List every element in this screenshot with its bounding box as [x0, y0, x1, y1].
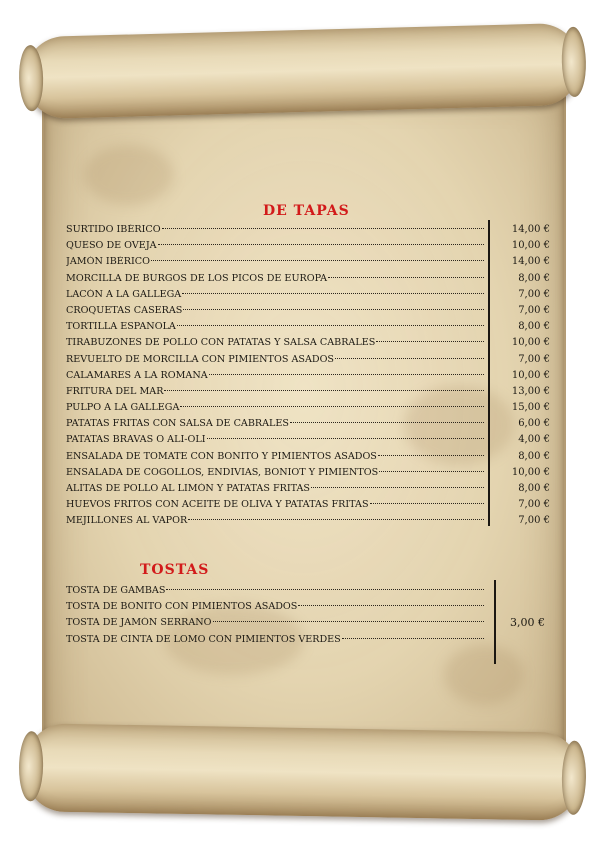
menu-item-price: 7,00 €	[518, 353, 550, 365]
menu-item-name: CALAMARES A LA ROMANA	[66, 369, 208, 381]
menu-item	[66, 321, 484, 337]
dot-leader	[151, 260, 484, 261]
dot-leader	[342, 638, 484, 639]
menu-item-name: ENSALADA DE COGOLLOS, ENDIVIAS, BONIOT Y PIMIENTOS	[66, 466, 379, 478]
dot-leader	[290, 422, 484, 423]
dot-leader	[298, 605, 484, 606]
menu-item-name: JAMÓN IBÉRICO	[66, 256, 150, 268]
menu-item	[66, 499, 484, 515]
menu-item	[66, 354, 484, 370]
menu-item-name: MEJILLONES AL VAPOR	[66, 515, 188, 527]
dot-leader	[335, 358, 484, 359]
menu-item	[66, 601, 484, 617]
dot-leader	[183, 309, 484, 310]
dot-leader	[311, 487, 484, 488]
dot-leader	[376, 341, 484, 342]
menu-item-name: ENSALADA DE TOMATE CON BONITO Y PIMIENTOS ASADOS	[66, 450, 377, 462]
menu-item-name: TOSTA DE CINTA DE LOMO CON PIMIENTOS VERDES	[66, 633, 341, 645]
menu-item	[66, 467, 484, 483]
menu-item	[66, 418, 484, 434]
tapas-title: DE TAPAS	[263, 203, 350, 219]
dot-leader	[158, 244, 484, 245]
menu-item	[66, 240, 484, 256]
menu-item-price: 7,00 €	[518, 499, 550, 511]
menu-item-name: TOSTA DE JAMÓN SERRANO	[66, 617, 212, 629]
menu-item-name: REVUELTO DE MORCILLA CON PIMIENTOS ASADOS	[66, 353, 335, 365]
menu-item-price: 7,00 €	[518, 304, 550, 316]
menu-item-price: 7,00 €	[518, 515, 550, 527]
menu-item	[66, 289, 484, 305]
menu-item-name: TOSTA DE GAMBAS	[66, 585, 166, 596]
menu-item-name: PATATAS BRAVAS O ALI-OLI	[66, 434, 206, 446]
menu-item	[66, 305, 484, 321]
menu-item-name: TOSTA DE BONITO CON PIMIENTOS ASADOS	[66, 601, 298, 613]
tostas-price: 3,00 €	[510, 616, 545, 629]
menu-item-price: 14,00 €	[511, 256, 550, 268]
menu-item	[66, 256, 484, 272]
menu-item-name: PULPO A LA GALLEGA	[66, 402, 180, 414]
menu-item	[66, 402, 484, 418]
menu-item-name: ALITAS DE POLLO AL LIMÓN Y PATATAS FRITAS	[66, 483, 310, 494]
menu-item	[66, 337, 484, 353]
tostas-list	[66, 585, 484, 650]
dot-leader	[378, 455, 484, 456]
dot-leader	[328, 277, 484, 278]
dot-leader	[379, 471, 484, 472]
tapas-list	[66, 224, 484, 532]
menu-item-price: 8,00 €	[518, 272, 550, 284]
tostas-divider	[494, 580, 496, 664]
menu-item-price: 8,00 €	[518, 483, 550, 494]
menu-item	[66, 483, 484, 499]
menu-item	[66, 434, 484, 450]
menu-item	[66, 515, 484, 531]
menu-item	[66, 273, 484, 289]
menu-item-price: 4,00 €	[518, 434, 550, 446]
menu-item-price: 10,00 €	[511, 240, 550, 252]
menu-item	[66, 451, 484, 467]
menu-item-price: 14,00 €	[511, 224, 550, 235]
menu-item	[66, 386, 484, 402]
dot-leader	[188, 519, 484, 520]
dot-leader	[182, 293, 484, 294]
menu-item-price: 13,00 €	[511, 385, 550, 397]
menu-item-price: 7,00 €	[518, 288, 550, 300]
menu-item-name: FRITURA DEL MAR	[66, 385, 164, 397]
menu-item-name: QUESO DE OVEJA	[66, 240, 157, 252]
dot-leader	[180, 406, 484, 407]
menu-item-price: 10,00 €	[511, 337, 550, 349]
menu-item-price: 6,00 €	[518, 418, 550, 430]
dot-leader	[164, 390, 484, 391]
tapas-divider	[488, 220, 490, 526]
dot-leader	[162, 228, 484, 229]
menu-item-price: 8,00 €	[518, 321, 550, 333]
menu-item-name: PATATAS FRITAS CON SALSA DE CABRALES	[66, 418, 290, 430]
menu-item-name: TIRABUZONES DE POLLO CON PATATAS Y SALSA CABRALES	[66, 337, 376, 349]
dot-leader	[166, 589, 484, 590]
menu-item-price: 15,00 €	[511, 402, 550, 414]
menu-item-name: LACÓN A LA GALLEGA	[66, 288, 182, 300]
menu-item-price: 8,00 €	[518, 450, 550, 462]
menu-item-price: 10,00 €	[511, 466, 550, 478]
tapas-price-column	[498, 224, 550, 532]
dot-leader	[207, 438, 484, 439]
menu-item-name: MORCILLA DE BURGOS DE LOS PICOS DE EUROPA	[66, 272, 328, 284]
menu-item	[66, 617, 484, 633]
dot-leader	[209, 374, 484, 375]
menu-item	[66, 634, 484, 650]
dot-leader	[370, 503, 484, 504]
dot-leader	[213, 621, 484, 622]
menu-item-name: HUEVOS FRITOS CON ACEITE DE OLIVA Y PATATAS FRITAS	[66, 499, 369, 511]
menu-item-name: SURTIDO IBÉRICO	[66, 224, 161, 235]
tostas-title: TOSTAS	[140, 562, 210, 578]
menu-item	[66, 370, 484, 386]
menu-item	[66, 224, 484, 240]
menu-item-name: CROQUETAS CASERAS	[66, 304, 183, 316]
menu-item	[66, 585, 484, 601]
dot-leader	[177, 325, 484, 326]
menu-item-price: 10,00 €	[511, 369, 550, 381]
menu-item-name: TORTILLA ESPAÑOLA	[66, 321, 176, 333]
